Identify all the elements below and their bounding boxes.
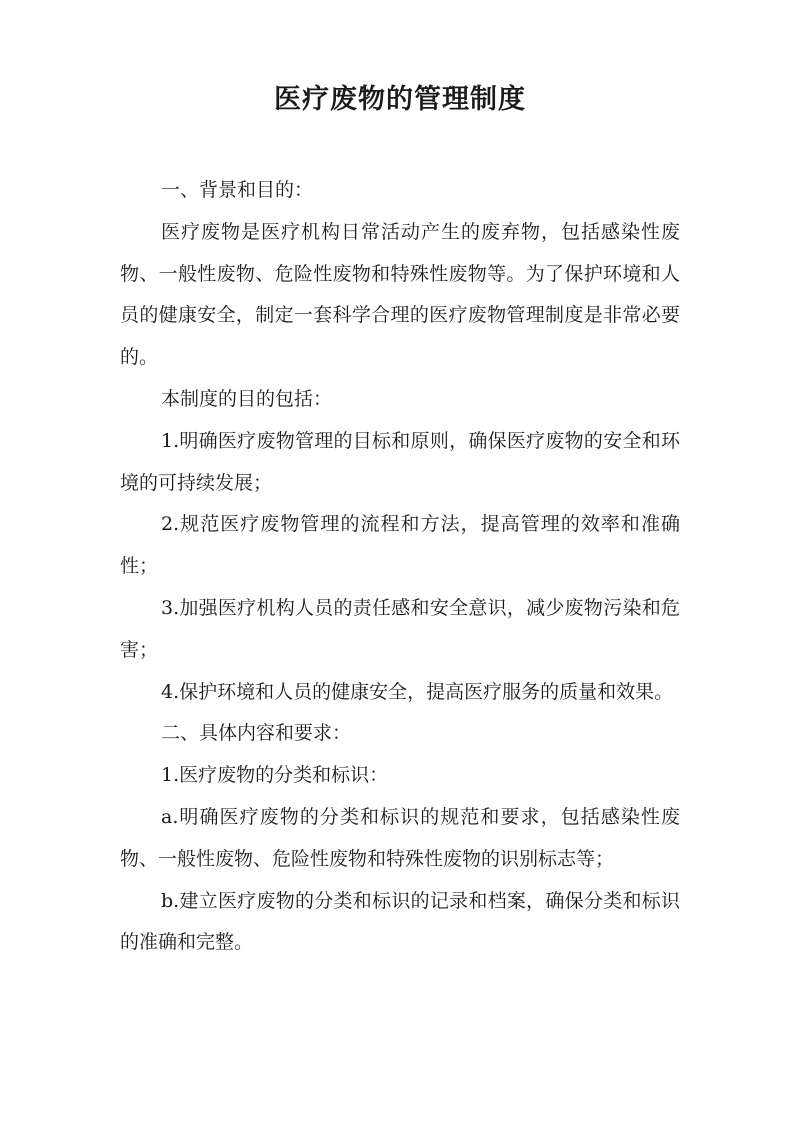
document-body (120, 170, 680, 964)
section-heading-background: 一、背景和目的： (161, 179, 314, 201)
document-title: 医疗废物的管理制度 (274, 84, 526, 115)
purpose-item-4: 4.保护环境和人员的健康安全，提高医疗服务的质量和效果。 (161, 680, 674, 703)
purpose-item-3: 3.加强医疗机构人员的责任感和安全意识，减少废物污染和危害； (120, 596, 680, 661)
section-heading-requirements: 二、具体内容和要求： (161, 722, 352, 745)
paragraph-intro: 医疗废物是医疗机构日常活动产生的废弃物，包括感染性废物、一般性废物、危险性废物和特殊性废物等。为了保护环境和人员的健康安全，制定一套科学合理的医疗废物管理制度是非常必要的。 (120, 220, 680, 369)
paragraph-purpose-lead: 本制度的目的包括： (161, 387, 333, 410)
purpose-item-1: 1.明确医疗废物管理的目标和原则，确保医疗废物的安全和环境的可持续发展； (120, 429, 680, 494)
requirement-item-a: a.明确医疗废物的分类和标识的规范和要求，包括感染性废物、一般性废物、危险性废物和特殊性废物的识别标志等； (120, 805, 680, 870)
purpose-item-2: 2.规范医疗废物管理的流程和方法，提高管理的效率和准确性； (120, 513, 680, 578)
requirement-item-b: b.建立医疗废物的分类和标识的记录和档案，确保分类和标识的准确和完整。 (120, 889, 680, 954)
subsection-heading-classification: 1.医疗废物的分类和标识： (161, 764, 389, 787)
